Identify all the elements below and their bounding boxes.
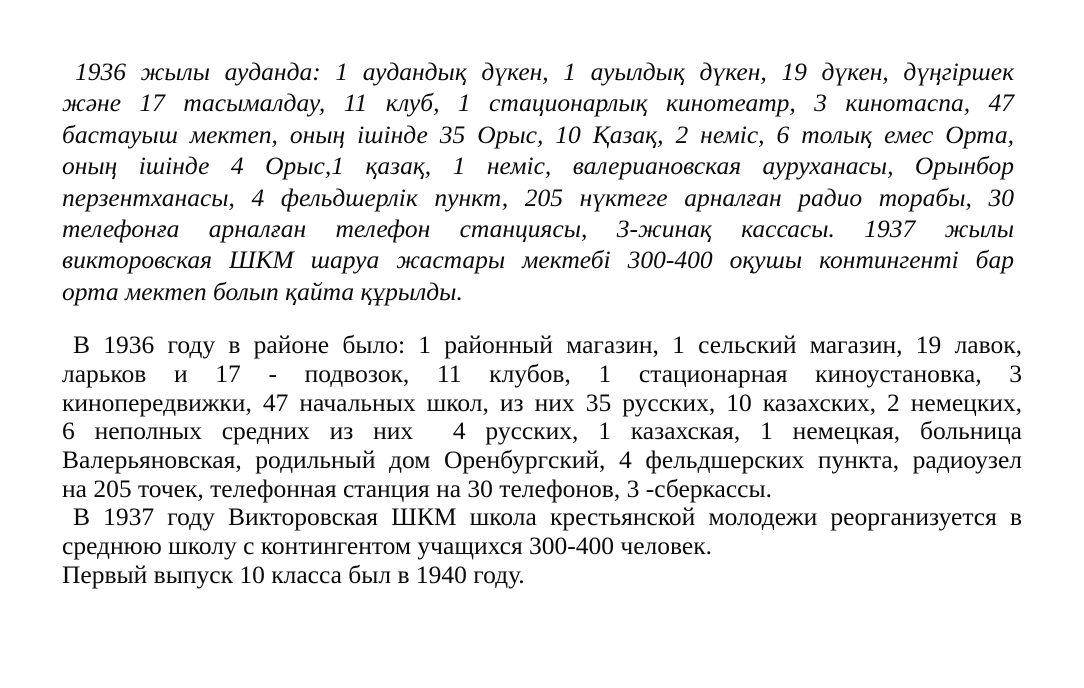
- text-line: және 17 тасымалдау, 11 клуб, 1 стационарлық кинотеатр, 3 кинотаспа, 47: [62, 88, 1014, 118]
- text-line: кинопередвижки, 47 начальных школ, из них 35 русских, 10 казахских, 2 немецких,: [62, 387, 1022, 417]
- kazakh-quote-paragraph: [62, 56, 1014, 307]
- text-line: оның ішінде 4 Орыс,1 қазақ, 1 неміс, валериановская ауруханасы, Орынбор: [62, 151, 1014, 181]
- text-line: 6 неполных средних из них 4 русских, 1 казахская, 1 немецкая, больница: [62, 416, 1022, 446]
- text-line: В 1937 году Викторовская ШКМ школа крестьянской молодежи реорганизуется в: [73, 502, 1022, 532]
- text-line: В 1936 году в районе было: 1 районный магазин, 1 сельский магазин, 19 лавок,: [73, 330, 1022, 360]
- paragraph-1940-first-graduation: [62, 561, 1022, 590]
- text-line: телефонға арналған телефон станциясы, 3-жинақ кассасы. 1937 жылы: [62, 214, 1014, 244]
- paragraph-1936-district-inventory: [62, 331, 1022, 503]
- text-line: Первый выпуск 10 класса был в 1940 году.: [62, 559, 525, 589]
- text-line: орта мектеп болып қайта құрылды.: [62, 276, 463, 306]
- text-line: на 205 точек, телефонная станция на 30 телефонов, 3 -сберкассы.: [62, 473, 772, 503]
- text-line: викторовская ШКМ шаруа жастары мектебі 300-400 оқушы контингенті бар: [62, 245, 1014, 275]
- text-line: ларьков и 17 - подвозок, 11 клубов, 1 стационарная киноустановка, 3: [62, 358, 1022, 388]
- text-line: перзентханасы, 4 фельдшерлік пункт, 205 нүктеге арналған радио торабы, 30: [62, 182, 1014, 212]
- text-line: среднюю школу с контингентом учащихся 300-400 человек.: [62, 531, 713, 561]
- text-line: бастауыш мектеп, оның ішінде 35 Орыс, 10 Қазақ, 2 неміс, 6 толық емес Орта,: [62, 119, 1014, 149]
- text-line: 1936 жылы ауданда: 1 аудандық дүкен, 1 ауылдық дүкен, 19 дүкен, дүңгіршек: [75, 57, 1014, 86]
- russian-text-section: [0, 331, 1084, 589]
- paragraph-1937-school-reorganization: [62, 503, 1022, 560]
- text-line: Валерьяновская, родильный дом Оренбургский, 4 фельдшерских пункта, радиоузел: [62, 445, 1022, 475]
